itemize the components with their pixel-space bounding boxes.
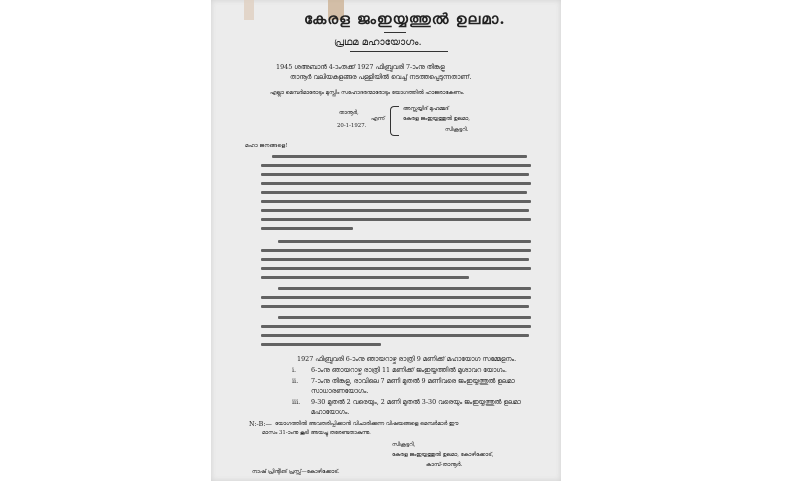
schedule-item-3: 9-30 മുതൽ 2 വരെയും, 2 മണി മുതൽ 3-30 വരെയും ജംഇയ്യത്തുൽ ഉലമാ: [311, 398, 521, 406]
signature-location: കാമ്പ്-താനൂർ.: [426, 462, 463, 468]
printer-credit: നാഷ് പ്രിന്റിങ് പ്രസ്സ്—കോഴിക്കോട്.: [252, 469, 340, 475]
signature-organization: കേരള ജംഇയ്യത്തുൽ ഉലമാ, കോഴിക്കോട്,: [392, 452, 494, 458]
schedule-item-3-number: iii.: [292, 398, 301, 406]
schedule-item-3-continued: മഹായോഗം.: [311, 408, 350, 416]
place-label: താനൂർ,: [339, 110, 359, 116]
salutation: മഹാ ജനങ്ങളെ!: [245, 143, 288, 149]
schedule-item-1-number: i.: [292, 366, 297, 374]
document-date: 20-1-1927.: [337, 123, 367, 129]
notice-line-2: താനൂർ വലിയകുളങ്ങര പള്ളിയിൽ വെച്ച് നടത്തപ്പെടുന്നതാണ്.: [290, 73, 472, 81]
recipient-line-3: സിക്രട്ടറി.: [445, 127, 469, 133]
notice-line-1: 1945 ശഅബാൻ 4-ാംതക്ക് 1927 ഫിബ്രുവരി 7-ാംനു തിങ്കളു: [276, 63, 445, 71]
note-line-2: മാസം 31-ാംനു കൂടി അയച്ചു തരേണ്ടതാകുന്നു.: [262, 430, 371, 436]
schedule-item-2-number: ii.: [292, 377, 299, 385]
schedule-item-2: 7-ാംനു തിങ്കളു, രാവിലെ 7 മണി മുതൽ 9 മണിവരെ ജംഇയ്യത്തുൽ ഉലമാ: [311, 377, 515, 385]
recipient-line-2: കേരള ജംഇയ്യത്തുൽ ഉലമാ,: [403, 116, 470, 122]
schedule-item-2-continued: സാധാരണയോഗം.: [311, 387, 369, 395]
corner-mark: [244, 0, 254, 20]
note-line-1: യോഗത്തിൽ അവതരിപ്പിക്കാൻ വിചാരിക്കുന്ന വിഷയങ്ങളെ മെമ്പർമാർ ഈ: [275, 421, 459, 427]
schedule-heading: 1927 ഫിബ്രുവരി 6-ാംനു ഞായറാഴ്ച രാത്രി 9 മണിക്ക് മഹായോഗ സമ്മേളനം.: [297, 355, 517, 363]
recipient-prefix: എന്ന്: [371, 116, 385, 122]
note-label: N:-B:—: [249, 420, 272, 428]
subtitle-underline: [350, 51, 448, 52]
recipient-brace: [390, 106, 399, 136]
invitation-line: എല്ലാ മെമ്പർമാരോടും മുസ്ലിം സഹോദരന്മാരോടും യോഗത്തിൽ ഹാജരാകേണം.: [270, 90, 465, 96]
masthead-ornament: [384, 32, 406, 33]
schedule-item-1: 6-ാംനു ഞായറാഴ്ച രാത്രി 11 മണിക്ക് ജംഇയ്യത്തിൽ മുശാവറ യോഗം.: [311, 366, 507, 374]
signature-title: സിക്രട്ടറി,: [392, 442, 416, 448]
recipient-line-1: അസ്സയ്യിദ് മുഹമ്മദ്: [403, 106, 449, 112]
document-subtitle: പ്രഥമ മഹായോഗം.: [334, 37, 422, 48]
masthead-title: കേരള ജംഇയ്യത്തുൽ ഉലമാ.: [304, 10, 506, 28]
